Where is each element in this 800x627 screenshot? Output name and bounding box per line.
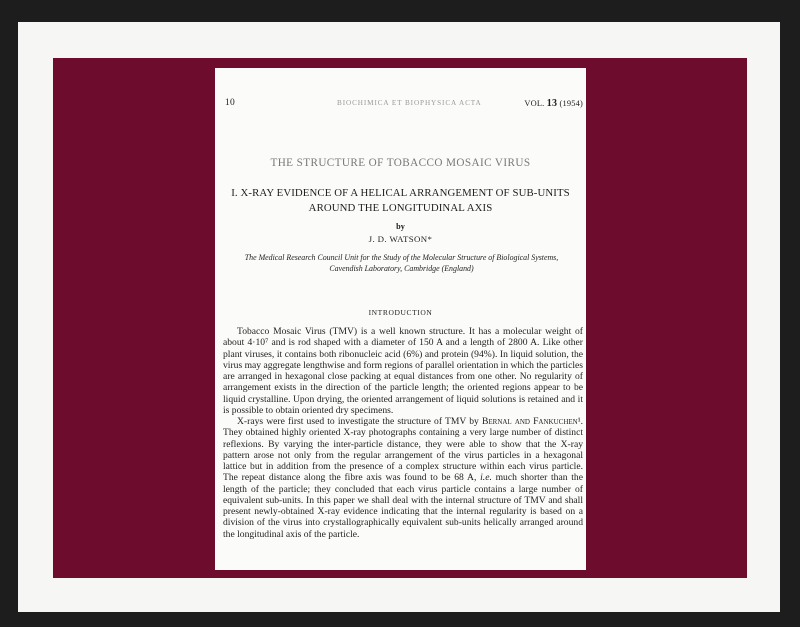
year: (1954) — [559, 99, 583, 108]
volume-number: 13 — [546, 98, 558, 109]
cited-authors: Bernal and Fankuchen¹ — [481, 416, 581, 427]
affiliation — [221, 253, 582, 274]
affiliation-line-2: Cavendish Laboratory, Cambridge (England) — [329, 263, 474, 273]
paragraph-2 — [223, 416, 583, 540]
author-name: J. D. WATSON* — [368, 234, 433, 244]
p2-tail: much shorter than the length of the particle; they concluded that each virus particle contains a large number of equivalent sub-units. In this paper we shall deal with the internal structure of TMV and shall present newly-obtained X-ray evidence indicating that the internal regularity is based on a division of the virus into crystallographically equivalent sub-units helically arranged around the longitudinal axis of the particle. — [223, 472, 583, 540]
running-header — [225, 98, 583, 112]
article-body — [223, 326, 583, 540]
article-page — [215, 68, 586, 570]
ie-abbrev: i.e. — [480, 472, 492, 484]
page-number: 10 — [225, 98, 235, 108]
byline: by — [396, 222, 405, 231]
article-subtitle: I. X-RAY EVIDENCE OF A HELICAL ARRANGEMENT OF SUB-UNITS AROUND THE LONGITUDINAL AXIS — [231, 187, 570, 214]
article-title: THE STRUCTURE OF TOBACCO MOSAIC VIRUS — [270, 157, 531, 169]
section-heading: INTRODUCTION — [368, 308, 433, 317]
volume-label: VOL. — [524, 99, 545, 108]
journal-name: BIOCHIMICA ET BIOPHYSICA ACTA — [337, 99, 482, 107]
p2-lead: X-rays were first used to investigate the structure of TMV by — [237, 416, 479, 427]
p2-rest: . They obtained highly oriented X-ray photographs containing a very large number of distinct reflexions. By varying the inter-particle distance, they were able to show that the X-ray pattern arose not only from the regular arrangement of the virus particles in a hexagonal lattice but in addition from the presence of a complex structure within each virus particle. The repeat distance along the fibre axis was found to be 68 A, — [223, 416, 583, 484]
paragraph-1: Tobacco Mosaic Virus (TMV) is a well known structure. It has a molecular weight of about 4·10⁷ and is rod shaped with a diameter of 150 A and a length of 2800 A. Like other plant viruses, it contains both ribonucleic acid (6%) and protein (94%). In liquid solution, the virus may aggregate lengthwise and form regions of parallel orientation in which the particles are arranged in hexagonal close packing at equal distances from one other. No regularity of arrangement exists in the direction of the particle length; the oriented regions appear to be liquid crystalline. Upon drying, the oriented arrangement of liquid solutions is retained and it is possible to obtain oriented dry specimens. — [223, 326, 583, 416]
volume-info — [524, 98, 583, 109]
affiliation-line-1: The Medical Research Council Unit for the Study of the Molecular Structure of Biological Systems, — [244, 253, 559, 262]
